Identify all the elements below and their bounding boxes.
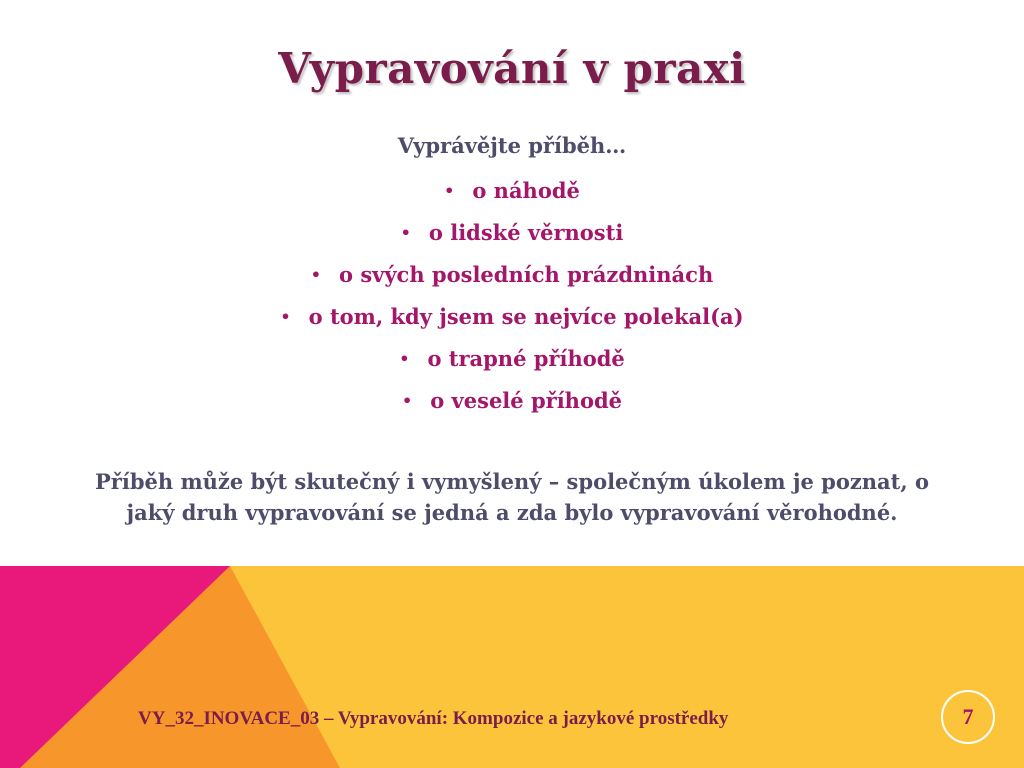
decorative-band-graphic (0, 566, 1024, 768)
page-number: 7 (962, 704, 974, 729)
task-paragraph: Příběh může být skutečný i vymyšlený – společným úkolem je poznat, o jaký druh vypravování se jedná a zda bylo vypravování věrohodné. (94, 469, 929, 525)
topic-item (0, 254, 1024, 296)
bullet-icon: • (280, 307, 291, 326)
page-number-badge (941, 690, 995, 744)
slide-content (0, 128, 1024, 422)
topic-item (0, 380, 1024, 422)
bullet-icon: • (402, 391, 413, 410)
topic-item (0, 338, 1024, 380)
topic-label: o trapné příhodě (427, 346, 625, 371)
topic-item (0, 170, 1024, 212)
slide-title: Vypravování v praxi (278, 44, 746, 93)
topic-label: o svých posledních prázdninách (339, 262, 714, 287)
topic-label: o náhodě (472, 178, 580, 203)
footer-caption: VY_32_INOVACE_03 – Vypravování: Kompozice a jazykové prostředky (138, 708, 729, 729)
topic-list (0, 170, 1024, 422)
bullet-icon: • (399, 349, 410, 368)
topic-label: o tom, kdy jsem se nejvíce polekal(a) (308, 304, 744, 329)
topic-label: o veselé příhodě (430, 388, 622, 413)
topic-item (0, 212, 1024, 254)
bullet-icon: • (400, 223, 411, 242)
bullet-icon: • (310, 265, 322, 284)
topic-item (0, 296, 1024, 338)
bullet-icon: • (444, 181, 455, 200)
intro-text: Vyprávějte příběh… (397, 133, 627, 158)
footer-band (0, 566, 1024, 768)
topic-label: o lidské věrnosti (428, 220, 624, 245)
